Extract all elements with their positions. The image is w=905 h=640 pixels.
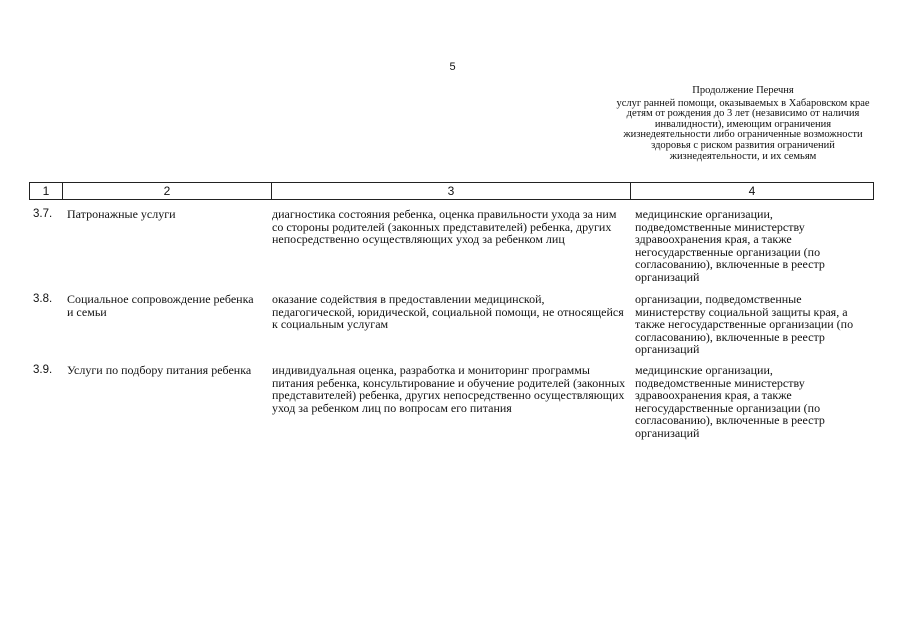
row-number: 3.9. — [33, 364, 53, 376]
service-name: Услуги по подбору питания ребенка — [67, 363, 252, 377]
column-number-4: 4 — [630, 183, 873, 199]
column-number-3: 3 — [271, 183, 630, 199]
header-subtitle: услуг ранней помощи, оказываемых в Хабаровском крае детям от рождения до 3 лет (независимо от наличия инвалидности), имеющим ограничения жизнедеятельности либо ограниченные возможности здоровья с риском развития ограничений жизнедеятельности, и их семьям — [616, 97, 870, 162]
service-description: оказание содействия в предоставлении медицинской, педагогической, юридической, социальной помощи, не относящейся к социальным услугам — [272, 292, 624, 331]
service-description: диагностика состояния ребенка, оценка правильности ухода за ним со стороны родителей (законных представителей) ребенка, других непосредственно осуществляющих уход за ребенком лиц — [272, 207, 617, 246]
service-name: Патронажные услуги — [67, 207, 176, 221]
row-number: 3.8. — [33, 293, 53, 305]
column-number-1: 1 — [42, 184, 50, 198]
document-header — [612, 86, 874, 162]
column-number-2: 2 — [62, 183, 271, 199]
service-organizations: медицинские организации, подведомственные министерству здравоохранения края, а также негосударственные организации (по согласованию), включенные в реестр организаций — [635, 207, 825, 284]
header-title: Продолжение Перечня — [692, 85, 794, 96]
row-number: 3.7. — [33, 208, 53, 220]
service-organizations: организации, подведомственные министерству социальной защиты края, а также негосударственные организации (по согласованию), включенные в реестр организаций — [635, 292, 854, 356]
service-organizations: медицинские организации, подведомственные министерству здравоохранения края, а также негосударственные организации (по согласованию), включенные в реестр организаций — [635, 363, 825, 440]
service-name: Социальное сопровождение ребенка и семьи — [67, 292, 254, 319]
table-column-numbers — [29, 182, 874, 200]
page-number: 5 — [449, 61, 456, 73]
service-description: индивидуальная оценка, разработка и мониторинг программы питания ребенка, консультирование и обучение родителей (законных представителей) ребенка, других непосредственно осуществляющих уход за ребенком лиц по вопросам его питания — [272, 363, 626, 415]
